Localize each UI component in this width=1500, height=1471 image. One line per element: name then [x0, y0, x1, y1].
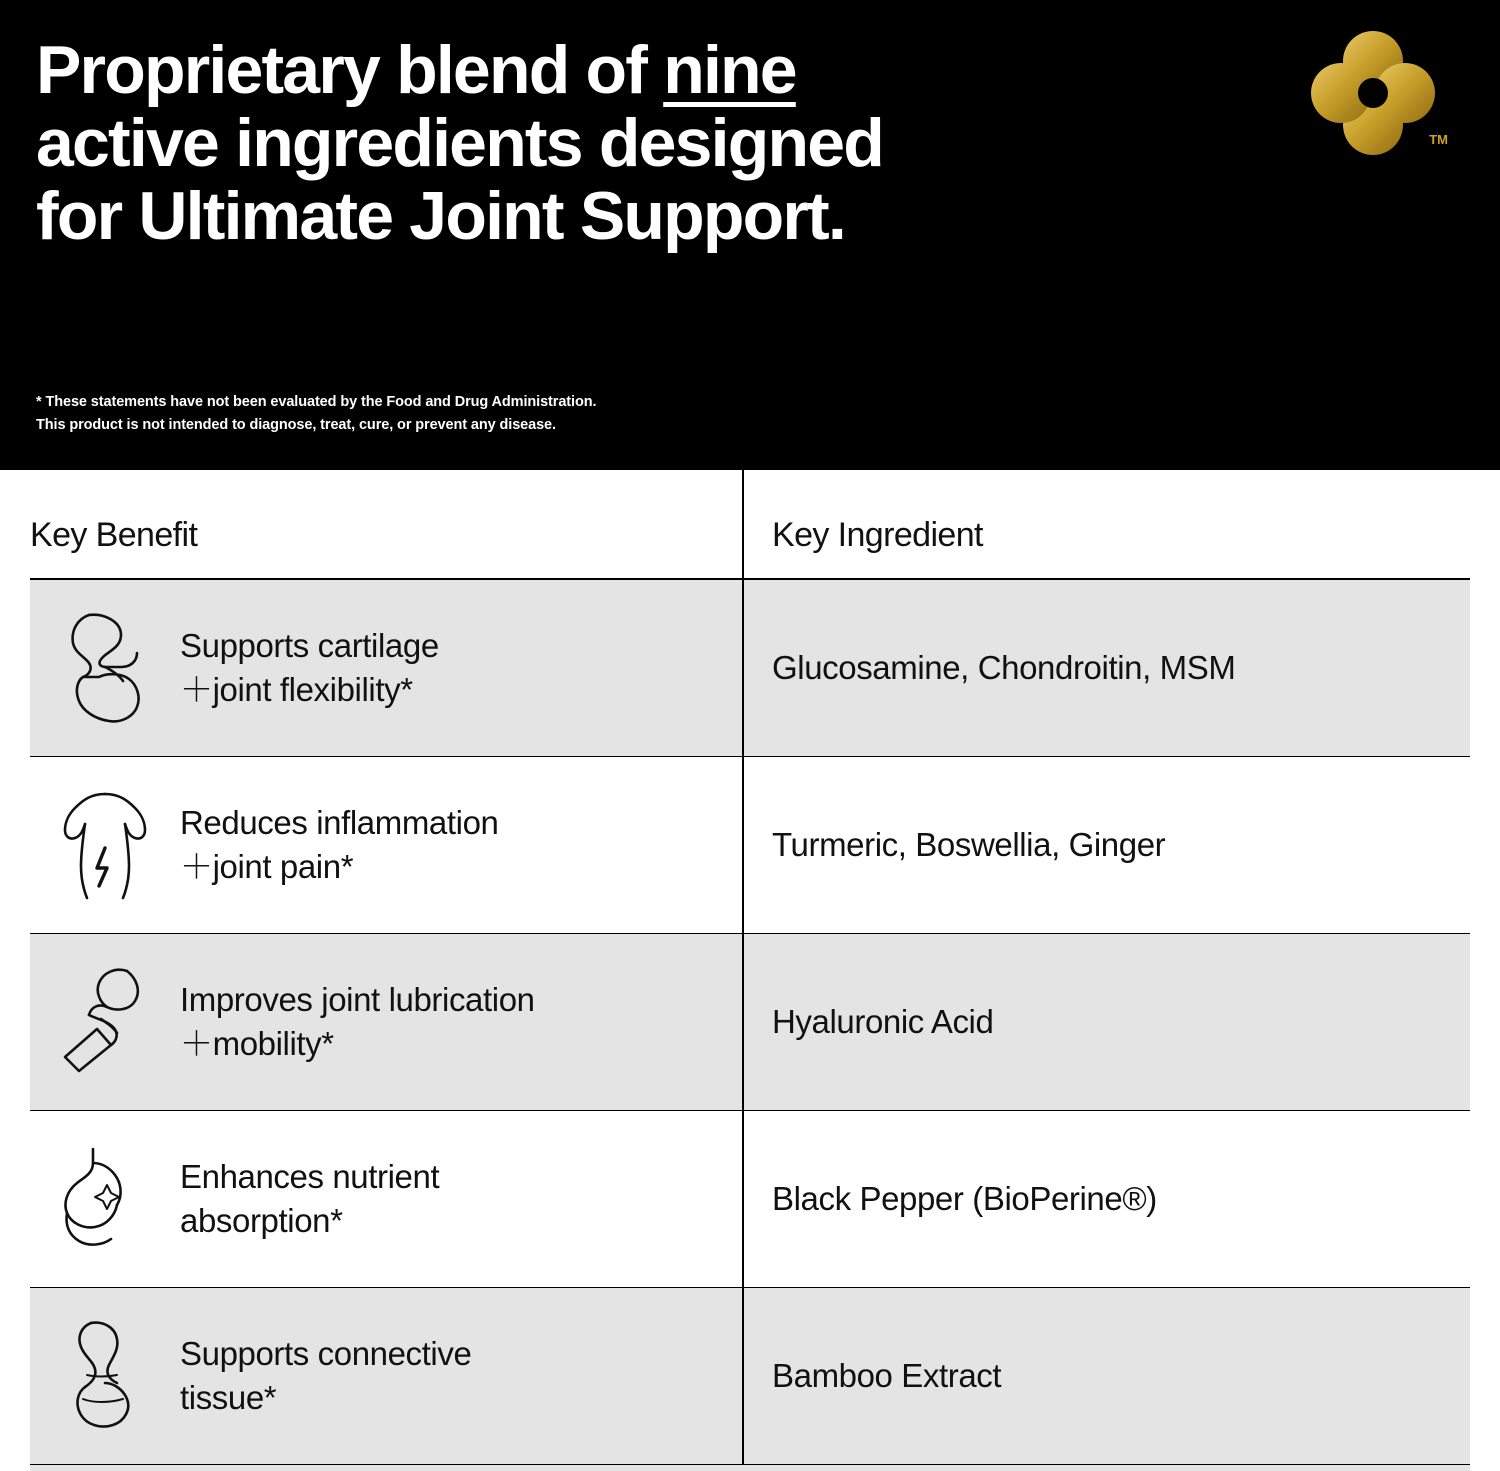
header-cell-ingredient — [742, 494, 1470, 555]
ingredient-text: Glucosamine, Chondroitin, MSM — [772, 649, 1236, 687]
benefit-line-1: Reduces inflammation — [180, 804, 499, 842]
row-benefit-cell — [30, 609, 742, 727]
title-line-3: for Ultimate Joint Support. — [36, 177, 845, 254]
benefit-line-2: ＋joint pain* — [180, 848, 354, 885]
table-row — [30, 1288, 1470, 1465]
row-benefit-cell — [30, 1143, 742, 1255]
row-ingredient-cell — [742, 823, 1470, 867]
benefit-text — [180, 624, 459, 712]
row-benefit-cell — [30, 963, 742, 1081]
row-benefit-cell — [30, 1317, 742, 1435]
row-ingredient-cell — [742, 1354, 1470, 1398]
benefit-text — [180, 978, 555, 1066]
benefit-line-2: ＋joint flexibility* — [180, 671, 413, 708]
title-line-2: active ingredients designed — [36, 104, 883, 181]
table-row — [30, 757, 1470, 934]
title-underlined-word: nine — [663, 32, 796, 108]
benefit-text — [180, 801, 519, 889]
disclaimer-line-1: * These statements have not been evaluated by the Food and Drug Administration. — [36, 394, 597, 411]
page-title — [36, 34, 1266, 252]
title-line-1-part: Proprietary blend of — [36, 32, 664, 108]
ingredient-text: Hyaluronic Acid — [772, 1003, 994, 1041]
table-row — [30, 1111, 1470, 1288]
ingredient-text: Bamboo Extract — [772, 1357, 1002, 1395]
disclaimer-line-2: This product is not intended to diagnose, treat, cure, or prevent any disease. — [36, 416, 556, 433]
joint-lubrication-icon — [30, 963, 180, 1081]
stomach-absorption-icon — [30, 1143, 180, 1255]
ingredient-text: Turmeric, Boswellia, Ginger — [772, 826, 1166, 864]
knee-joint-icon — [30, 609, 180, 727]
hero-banner — [0, 0, 1500, 470]
benefit-line-1: Enhances nutrient — [180, 1158, 440, 1196]
benefit-line-1: Improves joint lubrication — [180, 981, 535, 1019]
benefit-line-2: absorption* — [180, 1202, 343, 1239]
header-label-ingredient: Key Ingredient — [772, 515, 983, 554]
benefit-line-2: tissue* — [180, 1379, 277, 1416]
benefit-text — [180, 1155, 459, 1243]
benefit-line-2: ＋mobility* — [180, 1025, 334, 1062]
trademark-mark: TM — [1429, 132, 1448, 147]
table-bottom-strip — [30, 1465, 1470, 1471]
torso-inflammation-icon — [30, 786, 180, 904]
brand-logo-icon — [1308, 28, 1438, 158]
header-label-benefit: Key Benefit — [30, 515, 198, 554]
row-ingredient-cell — [742, 646, 1470, 690]
row-ingredient-cell — [742, 1177, 1470, 1221]
table-header-row — [30, 470, 1470, 580]
ingredient-text: Black Pepper (BioPerine®) — [772, 1180, 1157, 1218]
benefits-table — [0, 470, 1500, 1465]
connective-tissue-icon — [30, 1317, 180, 1435]
row-benefit-cell — [30, 786, 742, 904]
benefit-text — [180, 1332, 491, 1420]
benefit-line-1: Supports cartilage — [180, 627, 439, 665]
fda-disclaimer — [36, 391, 596, 436]
header-cell-benefit — [30, 494, 742, 555]
table-row — [30, 934, 1470, 1111]
table-row — [30, 580, 1470, 757]
benefit-line-1: Supports connective — [180, 1335, 472, 1373]
row-ingredient-cell — [742, 1000, 1470, 1044]
